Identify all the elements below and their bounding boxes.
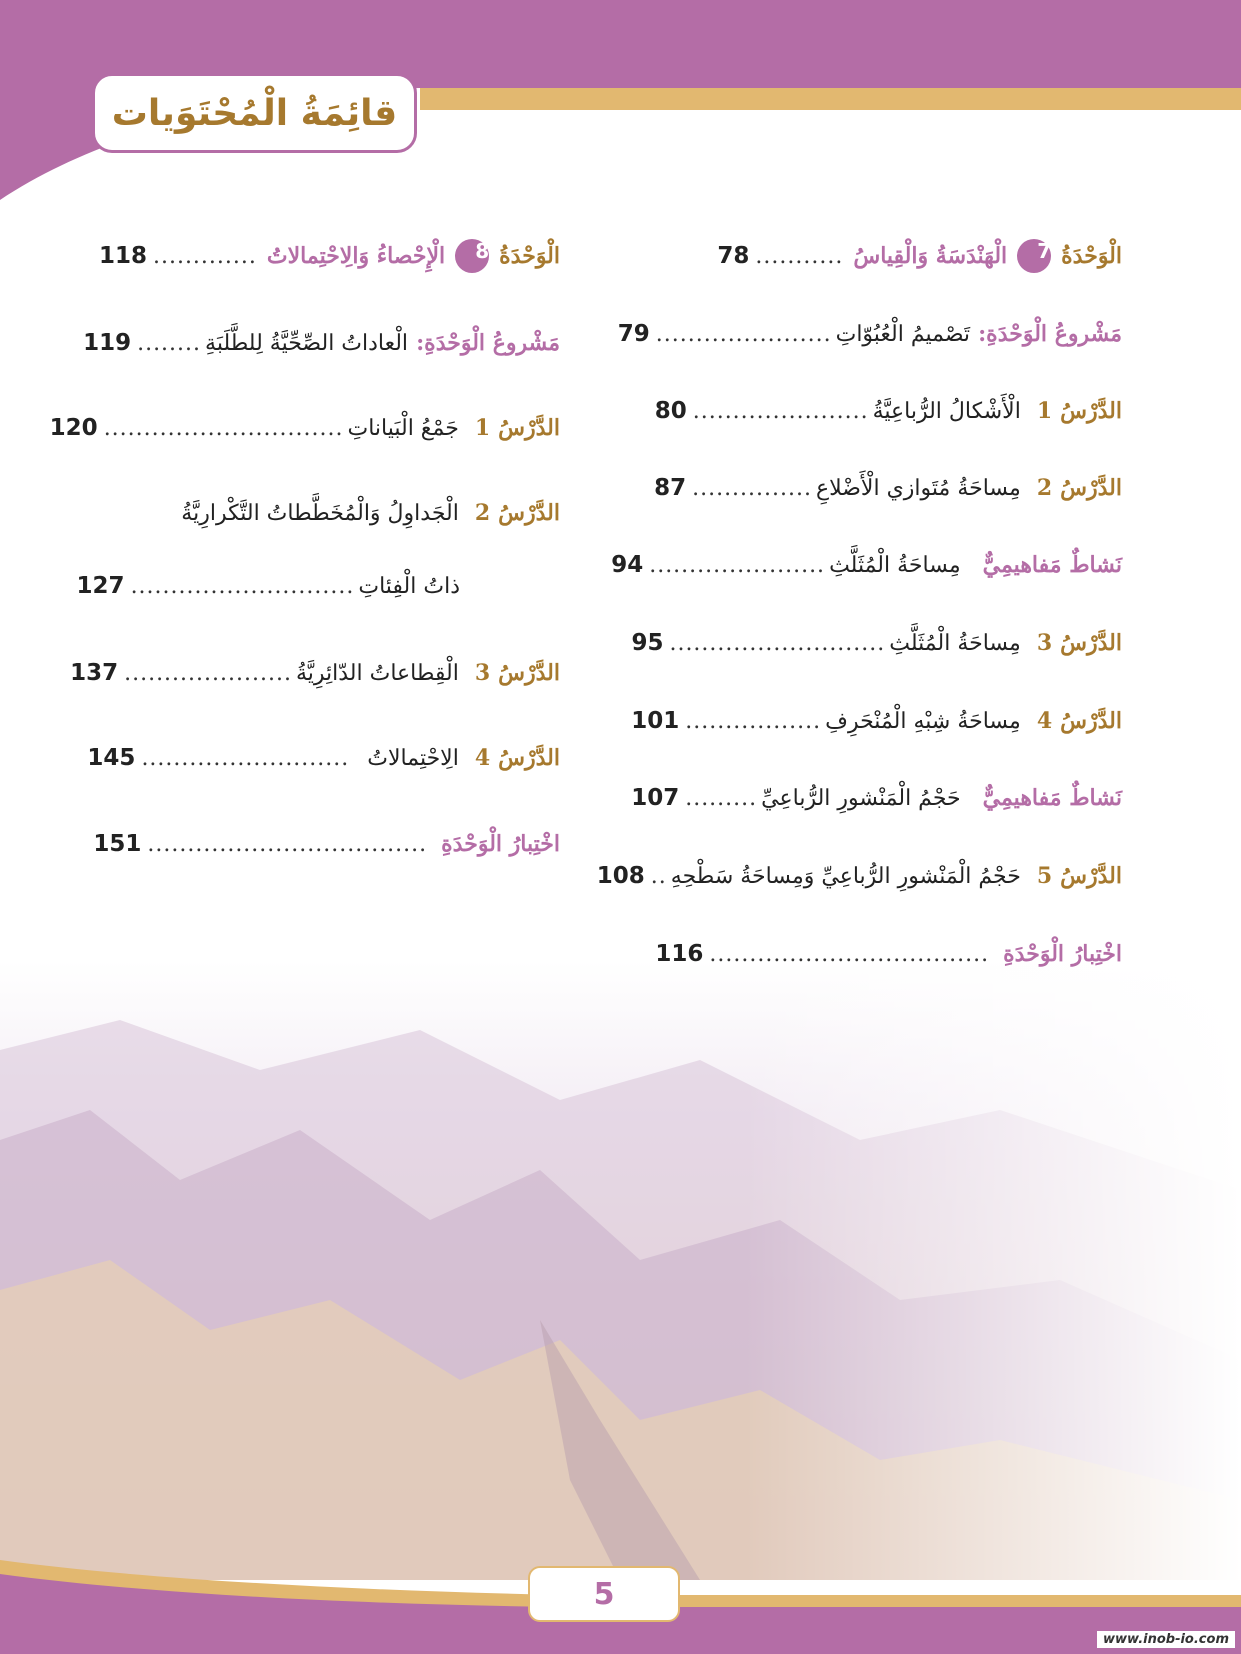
toc-row-lesson-2-continued[interactable] (77, 564, 468, 608)
page-ref: 151 (93, 831, 142, 857)
page-number: 5 (593, 1576, 615, 1612)
leader-dots: ................. (685, 708, 822, 734)
lesson-number: 5 (1036, 863, 1053, 889)
lesson-label: الدَّرْسُ (498, 660, 560, 686)
entry-title: مِساحَةُ شِبْهِ الْمُنْحَرِفِ (825, 708, 1021, 734)
page-ref: 107 (631, 785, 680, 811)
lesson-label: الدَّرْسُ (498, 745, 560, 771)
leader-dots: ......... (685, 785, 758, 811)
lesson-number: 2 (474, 500, 491, 526)
page-ref: 137 (70, 660, 119, 686)
lesson-number: 2 (1036, 475, 1053, 501)
lesson-label: الدَّرْسُ (1060, 398, 1122, 424)
entry-title: حَجْمُ الْمَنْشورِ الرُّباعِيِّ (761, 785, 961, 811)
toc-row-unit-heading[interactable] (717, 234, 1122, 278)
toc-row-lesson-5[interactable] (597, 854, 1122, 898)
page-ref: 116 (655, 941, 704, 967)
lesson-label: الدَّرْسُ (498, 415, 560, 441)
page-number-box (528, 1566, 680, 1622)
page-ref: 119 (83, 330, 132, 356)
project-label: مَشْروعُ الْوَحْدَةِ: (416, 330, 560, 356)
leader-dots: ...................... (655, 321, 832, 347)
page-title: قائِمَةُ الْمُحْتَوَيات (111, 92, 398, 134)
leader-dots: .. (650, 863, 667, 889)
leader-dots: ............... (692, 475, 812, 501)
leader-dots: ...................... (692, 398, 869, 424)
unit-number-badge: 7 (1017, 239, 1051, 273)
toc-row-project[interactable] (618, 312, 1122, 356)
entry-title: الْأَشْكالُ الرُّباعِيَّةُ (872, 398, 1021, 424)
toc-row-lesson-4[interactable] (631, 699, 1122, 743)
test-label: اخْتِبارُ الْوَحْدَةِ (1003, 941, 1122, 967)
entry-title: جَمْعُ الْبَياناتِ (347, 415, 459, 441)
toc-row-lesson-4[interactable] (87, 736, 560, 780)
entry-title: تَصْميمُ الْعُبُوّاتِ (835, 321, 971, 347)
entry-title: الْجَداوِلُ وَالْمُخَطَّطاتُ التَّكْرارِيَّةُ (181, 500, 459, 526)
toc-row-lesson-3[interactable] (70, 651, 560, 695)
entry-title-continued: ذاتُ الْفِئاتِ (358, 573, 460, 599)
test-label: اخْتِبارُ الْوَحْدَةِ (441, 831, 560, 857)
page-ref: 118 (98, 243, 147, 269)
leader-dots: ........... (755, 243, 844, 269)
project-label: مَشْروعُ الْوَحْدَةِ: (978, 321, 1122, 347)
website-watermark: www.inob-io.com (1097, 1631, 1235, 1648)
page-ref: 80 (654, 398, 687, 424)
page-ref: 87 (654, 475, 687, 501)
page-ref: 145 (87, 745, 136, 771)
page-ref: 94 (611, 552, 644, 578)
lesson-number: 1 (474, 415, 491, 441)
mountain-background (0, 960, 1241, 1580)
unit-title: الْهَنْدَسَةُ وَالْقِياسُ (853, 243, 1008, 269)
leader-dots: ........................... (669, 630, 886, 656)
page-ref: 78 (717, 243, 750, 269)
leader-dots: ............. (152, 243, 257, 269)
lesson-label: الدَّرْسُ (1060, 630, 1122, 656)
activity-label: نَشاطٌ مَفاهيمِيٌّ (982, 552, 1122, 578)
entry-title: الْقِطاعاتُ الدّائِرِيَّةُ (295, 660, 459, 686)
leader-dots: ............................ (130, 573, 355, 599)
activity-label: نَشاطٌ مَفاهيمِيٌّ (982, 785, 1122, 811)
lesson-label: الدَّرْسُ (1060, 863, 1122, 889)
entry-title: حَجْمُ الْمَنْشورِ الرُّباعِيِّ وَمِساحَةُ سَطْحِهِ (670, 863, 1021, 889)
toc-row-unit-test[interactable] (93, 822, 560, 866)
leader-dots: ................................... (709, 941, 990, 967)
unit-title: الْإِحْصاءُ وَالِاحْتِمالاتُ (266, 243, 446, 269)
page-ref: 108 (596, 863, 645, 889)
leader-dots: ................................... (147, 831, 428, 857)
toc-row-activity-1[interactable] (611, 543, 1122, 587)
leader-dots: ...................... (649, 552, 826, 578)
leader-dots: ........ (137, 330, 202, 356)
toc-row-unit-test[interactable] (655, 932, 1122, 976)
lesson-number: 3 (474, 660, 491, 686)
entry-title: مِساحَةُ مُتَوازي الْأَضْلاعِ (816, 475, 1021, 501)
lesson-number: 4 (474, 745, 491, 771)
leader-dots: .......................... (141, 745, 350, 771)
entry-title: الِاحْتِمالاتُ (367, 745, 459, 771)
toc-column-unit-7 (596, 0, 1122, 1000)
toc-row-unit-heading[interactable] (99, 234, 560, 278)
leader-dots: .............................. (103, 415, 344, 441)
entry-title: مِساحَةُ الْمُثَلَّثِ (889, 630, 1021, 656)
lesson-label: الدَّرْسُ (1060, 708, 1122, 734)
lesson-label: الدَّرْسُ (498, 500, 560, 526)
unit-label: الْوَحْدَةُ (499, 243, 560, 269)
entry-title: مِساحَةُ الْمُثَلَّثِ (829, 552, 961, 578)
toc-row-lesson-1[interactable] (655, 389, 1122, 433)
unit-label: الْوَحْدَةُ (1061, 243, 1122, 269)
toc-row-lesson-3[interactable] (631, 621, 1122, 665)
page-ref: 127 (76, 573, 125, 599)
toc-row-lesson-2[interactable] (181, 491, 560, 535)
leader-dots: ..................... (124, 660, 292, 686)
toc-column-unit-8 (49, 0, 560, 1000)
entry-title: الْعاداتُ الصِّحِّيَّةُ لِلطَّلَبَةِ (205, 330, 409, 356)
lesson-number: 1 (1036, 398, 1053, 424)
page-ref: 101 (631, 708, 680, 734)
page-ref: 95 (631, 630, 664, 656)
unit-number-badge: 8 (455, 239, 489, 273)
lesson-number: 3 (1036, 630, 1053, 656)
toc-row-project[interactable] (83, 321, 560, 365)
toc-row-lesson-1[interactable] (50, 406, 560, 450)
page-ref: 120 (49, 415, 98, 441)
page-ref: 79 (617, 321, 650, 347)
toc-row-lesson-2[interactable] (654, 466, 1122, 510)
lesson-number: 4 (1036, 708, 1053, 734)
toc-row-activity-2[interactable] (631, 776, 1122, 820)
lesson-label: الدَّرْسُ (1060, 475, 1122, 501)
